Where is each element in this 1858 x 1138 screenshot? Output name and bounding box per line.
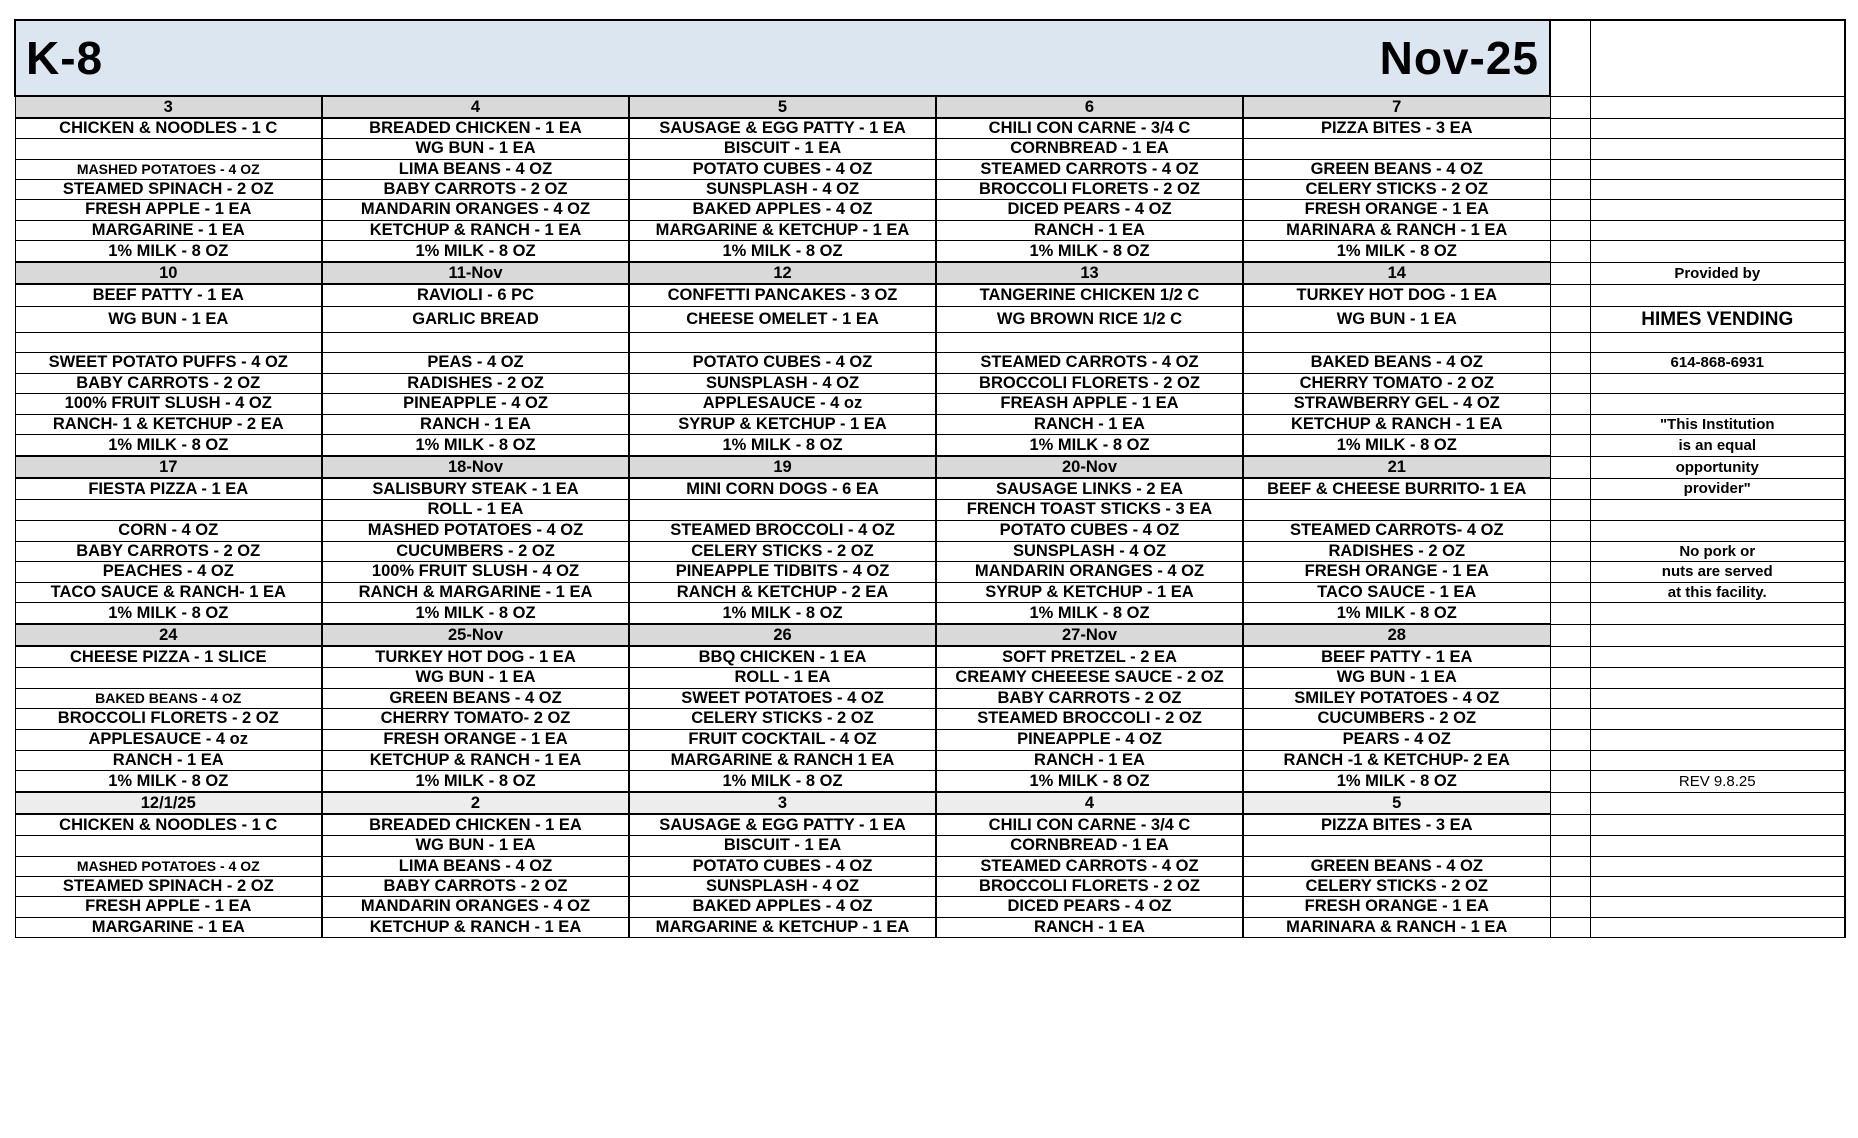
menu-item: [629, 499, 936, 520]
side-cell: [1590, 896, 1845, 917]
menu-item: GREEN BEANS - 4 OZ: [1243, 159, 1550, 179]
side-cell: [1590, 159, 1845, 179]
menu-item: KETCHUP & RANCH - 1 EA: [322, 220, 629, 240]
menu-item: CREAMY CHEEESE SAUCE - 2 OZ: [936, 667, 1243, 688]
side-cell: [1590, 199, 1845, 220]
menu-item: FRESH ORANGE - 1 EA: [1243, 199, 1550, 220]
side-cell: [1590, 750, 1845, 770]
side-cell: [1590, 688, 1845, 708]
menu-item: ROLL - 1 EA: [629, 667, 936, 688]
side-spacer-cell: [1550, 602, 1590, 624]
menu-item: SUNSPLASH - 4 OZ: [629, 876, 936, 896]
side-spacer-cell: [1550, 393, 1590, 414]
side-note-pork-1: No pork or: [1590, 541, 1845, 561]
day-header: 11-Nov: [322, 262, 629, 284]
menu-item: BEEF PATTY - 1 EA: [15, 284, 322, 306]
menu-item: CELERY STICKS - 2 OZ: [629, 708, 936, 729]
menu-item: CUCUMBERS - 2 OZ: [1243, 708, 1550, 729]
menu-item: POTATO CUBES - 4 OZ: [629, 352, 936, 373]
menu-item: STRAWBERRY GEL - 4 OZ: [1243, 393, 1550, 414]
side-spacer-cell: [1550, 688, 1590, 708]
menu-item: MARINARA & RANCH - 1 EA: [1243, 917, 1550, 937]
side-cell: [1590, 220, 1845, 240]
side-spacer-cell: [1550, 456, 1590, 478]
day-header: 12: [629, 262, 936, 284]
menu-item: CHEESE PIZZA - 1 SLICE: [15, 646, 322, 667]
menu-item: DICED PEARS - 4 OZ: [936, 199, 1243, 220]
side-cell: [1590, 118, 1845, 138]
menu-item: 1% MILK - 8 OZ: [322, 240, 629, 262]
side-cell: [1590, 284, 1845, 306]
side-spacer-cell: [1550, 434, 1590, 456]
side-note-pork-2: nuts are served: [1590, 561, 1845, 582]
day-header: 4: [322, 96, 629, 118]
menu-item: [15, 667, 322, 688]
menu-item: WG BUN - 1 EA: [15, 306, 322, 332]
side-cell: [1590, 332, 1845, 352]
menu-item: SYRUP & KETCHUP - 1 EA: [629, 414, 936, 434]
side-cell: [1590, 499, 1845, 520]
menu-item: 1% MILK - 8 OZ: [936, 434, 1243, 456]
menu-item: CELERY STICKS - 2 OZ: [1243, 179, 1550, 199]
menu-item: 1% MILK - 8 OZ: [1243, 434, 1550, 456]
menu-item: RAVIOLI - 6 PC: [322, 284, 629, 306]
menu-item: RANCH - 1 EA: [15, 750, 322, 770]
menu-item: APPLESAUCE - 4 oz: [629, 393, 936, 414]
side-spacer-cell: [1550, 646, 1590, 667]
side-cell: [1590, 917, 1845, 937]
side-spacer-cell: [1550, 478, 1590, 499]
menu-item: SWEET POTATOES - 4 OZ: [629, 688, 936, 708]
menu-item: CHEESE OMELET - 1 EA: [629, 306, 936, 332]
menu-item: BISCUIT - 1 EA: [629, 835, 936, 856]
menu-item: RANCH - 1 EA: [936, 917, 1243, 937]
menu-item: BROCCOLI FLORETS - 2 OZ: [15, 708, 322, 729]
menu-item: 1% MILK - 8 OZ: [15, 602, 322, 624]
side-spacer-cell: [1550, 199, 1590, 220]
day-header: 18-Nov: [322, 456, 629, 478]
menu-item: TACO SAUCE - 1 EA: [1243, 582, 1550, 602]
menu-item: SUNSPLASH - 4 OZ: [936, 541, 1243, 561]
menu-item: MARGARINE - 1 EA: [15, 220, 322, 240]
month-label: Nov-25: [1379, 32, 1539, 84]
menu-item: BAKED APPLES - 4 OZ: [629, 199, 936, 220]
side-cell: [1590, 240, 1845, 262]
menu-item: ROLL - 1 EA: [322, 499, 629, 520]
menu-item: GREEN BEANS - 4 OZ: [1243, 856, 1550, 876]
side-note-vendor: HIMES VENDING: [1590, 306, 1845, 332]
menu-item: POTATO CUBES - 4 OZ: [629, 159, 936, 179]
title-banner: [15, 20, 1550, 96]
menu-item: 1% MILK - 8 OZ: [322, 770, 629, 792]
menu-item: CORNBREAD - 1 EA: [936, 138, 1243, 159]
day-header: 10: [15, 262, 322, 284]
menu-item: SALISBURY STEAK - 1 EA: [322, 478, 629, 499]
day-header: 25-Nov: [322, 624, 629, 646]
menu-item: CHERRY TOMATO - 2 OZ: [1243, 373, 1550, 393]
menu-item: PEAS - 4 OZ: [322, 352, 629, 373]
day-header: 21: [1243, 456, 1550, 478]
menu-item: RANCH - 1 EA: [936, 220, 1243, 240]
menu-item: SWEET POTATO PUFFS - 4 OZ: [15, 352, 322, 373]
side-spacer-cell: [1550, 856, 1590, 876]
menu-item: LIMA BEANS - 4 OZ: [322, 159, 629, 179]
menu-item: KETCHUP & RANCH - 1 EA: [1243, 414, 1550, 434]
side-cell: [1590, 393, 1845, 414]
menu-item: [15, 499, 322, 520]
menu-item: PINEAPPLE - 4 OZ: [936, 729, 1243, 750]
menu-item: BABY CARROTS - 2 OZ: [936, 688, 1243, 708]
menu-item: BABY CARROTS - 2 OZ: [15, 373, 322, 393]
side-spacer-cell: [1550, 138, 1590, 159]
menu-item: WG BUN - 1 EA: [322, 138, 629, 159]
day-header: 5: [1243, 792, 1550, 814]
menu-item: [322, 332, 629, 352]
menu-item: 1% MILK - 8 OZ: [1243, 770, 1550, 792]
menu-item: STEAMED BROCCOLI - 2 OZ: [936, 708, 1243, 729]
menu-item: KETCHUP & RANCH - 1 EA: [322, 750, 629, 770]
day-header: 6: [936, 96, 1243, 118]
menu-item: 1% MILK - 8 OZ: [629, 602, 936, 624]
menu-item: MANDARIN ORANGES - 4 OZ: [322, 896, 629, 917]
menu-item: PIZZA BITES - 3 EA: [1243, 118, 1550, 138]
side-spacer-cell: [1550, 262, 1590, 284]
menu-item: BAKED APPLES - 4 OZ: [629, 896, 936, 917]
menu-item: RANCH - 1 EA: [936, 750, 1243, 770]
menu-item: 100% FRUIT SLUSH - 4 OZ: [15, 393, 322, 414]
menu-item: RANCH -1 & KETCHUP- 2 EA: [1243, 750, 1550, 770]
menu-table: [14, 19, 1846, 938]
side-cell: [1590, 835, 1845, 856]
menu-item: WG BUN - 1 EA: [322, 835, 629, 856]
menu-item: TURKEY HOT DOG - 1 EA: [322, 646, 629, 667]
side-cell: [1590, 520, 1845, 541]
menu-item: 1% MILK - 8 OZ: [322, 602, 629, 624]
side-spacer-cell: [1550, 876, 1590, 896]
side-cell: [1590, 20, 1845, 96]
menu-item: RANCH- 1 & KETCHUP - 2 EA: [15, 414, 322, 434]
menu-item: MASHED POTATOES - 4 OZ: [15, 856, 322, 876]
menu-item: RANCH & KETCHUP - 2 EA: [629, 582, 936, 602]
side-spacer-cell: [1550, 624, 1590, 646]
menu-item: CHERRY TOMATO- 2 OZ: [322, 708, 629, 729]
menu-item: CELERY STICKS - 2 OZ: [1243, 876, 1550, 896]
side-spacer-cell: [1550, 352, 1590, 373]
menu-item: FRESH APPLE - 1 EA: [15, 896, 322, 917]
side-spacer-cell: [1550, 118, 1590, 138]
menu-item: POTATO CUBES - 4 OZ: [629, 856, 936, 876]
menu-item: BABY CARROTS - 2 OZ: [322, 876, 629, 896]
day-header: 14: [1243, 262, 1550, 284]
menu-item: SAUSAGE LINKS - 2 EA: [936, 478, 1243, 499]
menu-item: MARGARINE - 1 EA: [15, 917, 322, 937]
menu-item: FRESH APPLE - 1 EA: [15, 199, 322, 220]
side-cell: [1590, 96, 1845, 118]
menu-item: MARGARINE & KETCHUP - 1 EA: [629, 917, 936, 937]
menu-item: PEACHES - 4 OZ: [15, 561, 322, 582]
menu-item: FREASH APPLE - 1 EA: [936, 393, 1243, 414]
side-spacer-cell: [1550, 770, 1590, 792]
side-cell: [1590, 624, 1845, 646]
menu-item: 1% MILK - 8 OZ: [15, 240, 322, 262]
menu-item: [1243, 138, 1550, 159]
side-spacer-cell: [1550, 814, 1590, 835]
menu-item: RANCH - 1 EA: [322, 414, 629, 434]
menu-item: PINEAPPLE - 4 OZ: [322, 393, 629, 414]
menu-item: [629, 332, 936, 352]
day-header: 27-Nov: [936, 624, 1243, 646]
side-cell: [1590, 814, 1845, 835]
menu-item: CHILI CON CARNE - 3/4 C: [936, 814, 1243, 835]
day-header: 26: [629, 624, 936, 646]
side-cell: [1590, 667, 1845, 688]
menu-item: 1% MILK - 8 OZ: [629, 240, 936, 262]
menu-item: DICED PEARS - 4 OZ: [936, 896, 1243, 917]
menu-item: FRUIT COCKTAIL - 4 OZ: [629, 729, 936, 750]
menu-item: FIESTA PIZZA - 1 EA: [15, 478, 322, 499]
day-header: 2: [322, 792, 629, 814]
side-cell: [1590, 792, 1845, 814]
side-cell: [1590, 602, 1845, 624]
side-spacer-cell: [1550, 520, 1590, 541]
menu-item: WG BUN - 1 EA: [1243, 306, 1550, 332]
menu-item: [936, 332, 1243, 352]
menu-item: MARGARINE & KETCHUP - 1 EA: [629, 220, 936, 240]
menu-item: CHICKEN & NOODLES - 1 C: [15, 118, 322, 138]
menu-item: PIZZA BITES - 3 EA: [1243, 814, 1550, 835]
side-spacer-cell: [1550, 220, 1590, 240]
menu-item: STEAMED CARROTS - 4 OZ: [936, 352, 1243, 373]
side-spacer-cell: [1550, 896, 1590, 917]
menu-item: CHILI CON CARNE - 3/4 C: [936, 118, 1243, 138]
menu-item: BABY CARROTS - 2 OZ: [15, 541, 322, 561]
menu-item: GREEN BEANS - 4 OZ: [322, 688, 629, 708]
day-header: 3: [15, 96, 322, 118]
menu-item: APPLESAUCE - 4 oz: [15, 729, 322, 750]
side-note-revision: REV 9.8.25: [1590, 770, 1845, 792]
menu-item: WG BUN - 1 EA: [322, 667, 629, 688]
menu-item: 1% MILK - 8 OZ: [629, 770, 936, 792]
side-spacer-cell: [1550, 561, 1590, 582]
menu-item: TURKEY HOT DOG - 1 EA: [1243, 284, 1550, 306]
menu-item: STEAMED CARROTS - 4 OZ: [936, 856, 1243, 876]
menu-item: BBQ CHICKEN - 1 EA: [629, 646, 936, 667]
menu-item: 1% MILK - 8 OZ: [936, 770, 1243, 792]
menu-item: TANGERINE CHICKEN 1/2 C: [936, 284, 1243, 306]
menu-item: LIMA BEANS - 4 OZ: [322, 856, 629, 876]
menu-item: 1% MILK - 8 OZ: [936, 240, 1243, 262]
menu-item: SUNSPLASH - 4 OZ: [629, 373, 936, 393]
day-header: 5: [629, 96, 936, 118]
side-spacer-cell: [1550, 159, 1590, 179]
side-spacer-cell: [1550, 306, 1590, 332]
side-spacer-cell: [1550, 729, 1590, 750]
menu-item: TACO SAUCE & RANCH- 1 EA: [15, 582, 322, 602]
day-header: 7: [1243, 96, 1550, 118]
menu-item: SOFT PRETZEL - 2 EA: [936, 646, 1243, 667]
side-note-equal-3: opportunity: [1590, 456, 1845, 478]
menu-item: PINEAPPLE TIDBITS - 4 OZ: [629, 561, 936, 582]
menu-item: MARINARA & RANCH - 1 EA: [1243, 220, 1550, 240]
menu-item: SMILEY POTATOES - 4 OZ: [1243, 688, 1550, 708]
day-header: 20-Nov: [936, 456, 1243, 478]
menu-item: GARLIC BREAD: [322, 306, 629, 332]
day-header: 3: [629, 792, 936, 814]
menu-item: MANDARIN ORANGES - 4 OZ: [936, 561, 1243, 582]
side-spacer-cell: [1550, 541, 1590, 561]
side-note-pork-3: at this facility.: [1590, 582, 1845, 602]
side-note-equal-1: "This Institution: [1590, 414, 1845, 434]
menu-item: CONFETTI PANCAKES - 3 OZ: [629, 284, 936, 306]
menu-item: BEEF PATTY - 1 EA: [1243, 646, 1550, 667]
side-cell: [1590, 876, 1845, 896]
page-title: K-8: [26, 32, 104, 84]
menu-item: 1% MILK - 8 OZ: [15, 434, 322, 456]
menu-item: 1% MILK - 8 OZ: [936, 602, 1243, 624]
side-cell: [1590, 856, 1845, 876]
side-spacer-cell: [1550, 284, 1590, 306]
menu-item: FRESH ORANGE - 1 EA: [1243, 561, 1550, 582]
day-header: 12/1/25: [15, 792, 322, 814]
day-header: 28: [1243, 624, 1550, 646]
menu-item: [15, 138, 322, 159]
side-spacer-cell: [1550, 708, 1590, 729]
menu-item: 100% FRUIT SLUSH - 4 OZ: [322, 561, 629, 582]
menu-item: BAKED BEANS - 4 OZ: [15, 688, 322, 708]
menu-item: 1% MILK - 8 OZ: [1243, 602, 1550, 624]
side-spacer-cell: [1550, 582, 1590, 602]
side-spacer-cell: [1550, 835, 1590, 856]
menu-item: RANCH - 1 EA: [936, 414, 1243, 434]
day-header: 19: [629, 456, 936, 478]
side-spacer-cell: [1550, 179, 1590, 199]
menu-item: SUNSPLASH - 4 OZ: [629, 179, 936, 199]
menu-item: SAUSAGE & EGG PATTY - 1 EA: [629, 118, 936, 138]
menu-item: BROCCOLI FLORETS - 2 OZ: [936, 373, 1243, 393]
menu-item: STEAMED SPINACH - 2 OZ: [15, 179, 322, 199]
menu-item: CORN - 4 OZ: [15, 520, 322, 541]
menu-item: RANCH & MARGARINE - 1 EA: [322, 582, 629, 602]
side-spacer-cell: [1550, 499, 1590, 520]
side-spacer-cell: [1550, 373, 1590, 393]
menu-item: WG BUN - 1 EA: [1243, 667, 1550, 688]
side-cell: [1590, 138, 1845, 159]
side-spacer-cell: [1550, 332, 1590, 352]
side-note-equal-2: is an equal: [1590, 434, 1845, 456]
menu-item: BISCUIT - 1 EA: [629, 138, 936, 159]
side-spacer-cell: [1550, 917, 1590, 937]
menu-item: [15, 835, 322, 856]
side-cell: [1590, 729, 1845, 750]
side-spacer-cell: [1550, 240, 1590, 262]
side-cell: [1590, 708, 1845, 729]
menu-item: CORNBREAD - 1 EA: [936, 835, 1243, 856]
menu-item: BEEF & CHEESE BURRITO- 1 EA: [1243, 478, 1550, 499]
menu-item: BAKED BEANS - 4 OZ: [1243, 352, 1550, 373]
menu-item: 1% MILK - 8 OZ: [1243, 240, 1550, 262]
day-header: 4: [936, 792, 1243, 814]
menu-item: MASHED POTATOES - 4 OZ: [15, 159, 322, 179]
menu-item: BROCCOLI FLORETS - 2 OZ: [936, 179, 1243, 199]
menu-item: MINI CORN DOGS - 6 EA: [629, 478, 936, 499]
menu-item: MASHED POTATOES - 4 OZ: [322, 520, 629, 541]
side-spacer-cell: [1550, 414, 1590, 434]
menu-item: SAUSAGE & EGG PATTY - 1 EA: [629, 814, 936, 835]
menu-item: BREADED CHICKEN - 1 EA: [322, 118, 629, 138]
side-spacer-cell: [1550, 750, 1590, 770]
menu-item: FRESH ORANGE - 1 EA: [1243, 896, 1550, 917]
menu-item: STEAMED BROCCOLI - 4 OZ: [629, 520, 936, 541]
side-spacer-cell: [1550, 20, 1590, 96]
menu-item: FRESH ORANGE - 1 EA: [322, 729, 629, 750]
menu-item: [1243, 499, 1550, 520]
side-note-provided-by: Provided by: [1590, 262, 1845, 284]
menu-item: MANDARIN ORANGES - 4 OZ: [322, 199, 629, 220]
menu-item: 1% MILK - 8 OZ: [15, 770, 322, 792]
menu-item: 1% MILK - 8 OZ: [629, 434, 936, 456]
menu-item: WG BROWN RICE 1/2 C: [936, 306, 1243, 332]
side-cell: [1590, 646, 1845, 667]
side-spacer-cell: [1550, 792, 1590, 814]
side-cell: [1590, 373, 1845, 393]
menu-item: SYRUP & KETCHUP - 1 EA: [936, 582, 1243, 602]
menu-item: 1% MILK - 8 OZ: [322, 434, 629, 456]
menu-item: FRENCH TOAST STICKS - 3 EA: [936, 499, 1243, 520]
side-cell: [1590, 179, 1845, 199]
side-spacer-cell: [1550, 667, 1590, 688]
menu-item: CELERY STICKS - 2 OZ: [629, 541, 936, 561]
menu-item: POTATO CUBES - 4 OZ: [936, 520, 1243, 541]
menu-item: BROCCOLI FLORETS - 2 OZ: [936, 876, 1243, 896]
menu-item: BABY CARROTS - 2 OZ: [322, 179, 629, 199]
menu-item: MARGARINE & RANCH 1 EA: [629, 750, 936, 770]
menu-item: RADISHES - 2 OZ: [322, 373, 629, 393]
menu-item: PEARS - 4 OZ: [1243, 729, 1550, 750]
side-note-phone: 614-868-6931: [1590, 352, 1845, 373]
day-header: 24: [15, 624, 322, 646]
menu-item: STEAMED CARROTS- 4 OZ: [1243, 520, 1550, 541]
side-note-equal-4: provider": [1590, 478, 1845, 499]
day-header: 17: [15, 456, 322, 478]
menu-item: BREADED CHICKEN - 1 EA: [322, 814, 629, 835]
menu-item: STEAMED SPINACH - 2 OZ: [15, 876, 322, 896]
menu-item: STEAMED CARROTS - 4 OZ: [936, 159, 1243, 179]
menu-item: KETCHUP & RANCH - 1 EA: [322, 917, 629, 937]
menu-item: [1243, 835, 1550, 856]
menu-item: [15, 332, 322, 352]
menu-item: CUCUMBERS - 2 OZ: [322, 541, 629, 561]
day-header: 13: [936, 262, 1243, 284]
menu-item: CHICKEN & NOODLES - 1 C: [15, 814, 322, 835]
menu-item: [1243, 332, 1550, 352]
menu-item: RADISHES - 2 OZ: [1243, 541, 1550, 561]
side-spacer-cell: [1550, 96, 1590, 118]
